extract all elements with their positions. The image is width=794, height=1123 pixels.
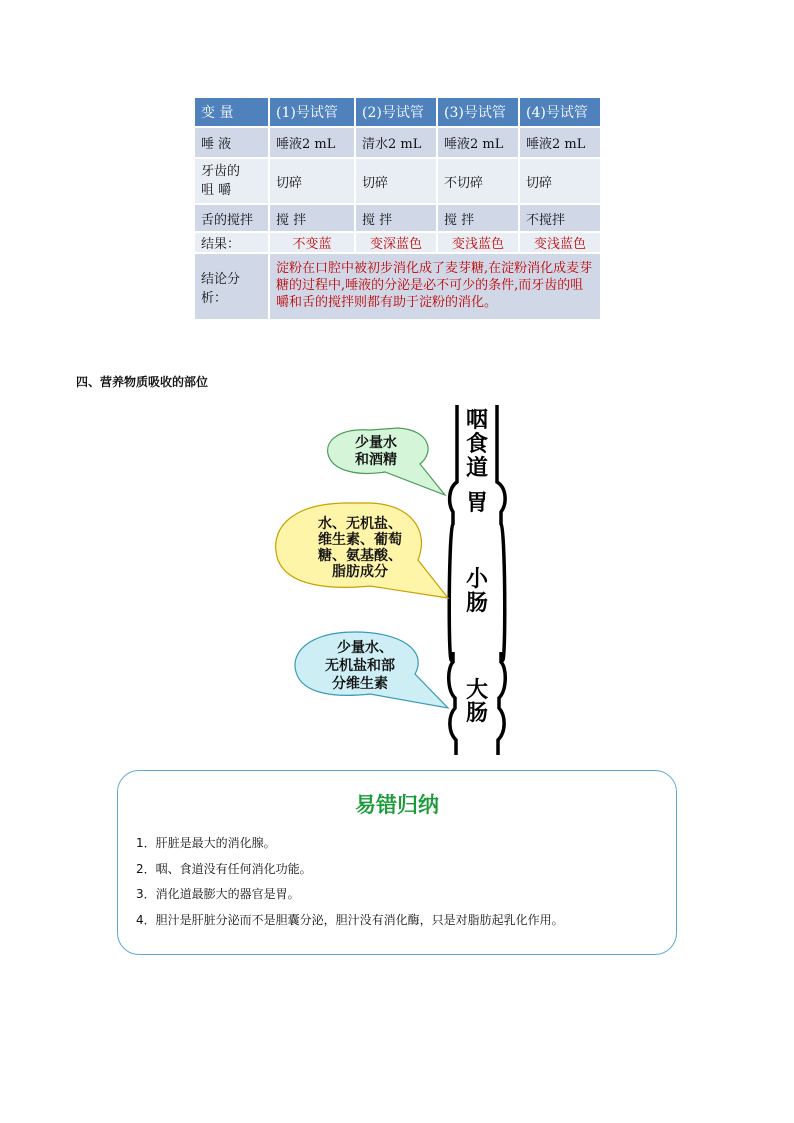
bubble-large-intestine <box>295 632 448 708</box>
result-row <box>194 232 601 253</box>
header-cell: (2)号试管 <box>355 97 437 127</box>
organ-label: 道 <box>465 456 489 481</box>
table-cell: 搅 拌 <box>437 204 519 232</box>
header-cell: (1)号试管 <box>269 97 355 127</box>
header-cell: (4)号试管 <box>519 97 601 127</box>
bubble-3-line: 少量水、 <box>337 640 393 656</box>
table-cell: 搅 拌 <box>355 204 437 232</box>
table-cell: 搅 拌 <box>269 204 355 232</box>
experiment-table <box>193 96 602 321</box>
result-cell: 变深蓝色 <box>355 232 437 253</box>
result-cell: 变浅蓝色 <box>437 232 519 253</box>
table-cell: 切碎 <box>269 158 355 204</box>
result-cell: 变浅蓝色 <box>519 232 601 253</box>
table-row <box>194 127 601 158</box>
list-item: 2．咽、食道没有任何消化功能。 <box>136 861 312 876</box>
organ-label: 胃 <box>465 491 489 516</box>
table-cell: 唾液2 mL <box>269 127 355 158</box>
organ-label: 肠 <box>465 591 489 616</box>
organ-label: 咽 <box>465 408 489 433</box>
bubble-water-alcohol <box>328 428 445 495</box>
digestive-tract-svg <box>270 400 530 760</box>
result-label: 结果： <box>194 232 269 253</box>
table-cell: 不切碎 <box>437 158 519 204</box>
summary-title: 易错归纳 <box>355 793 439 817</box>
error-summary-box <box>117 770 677 955</box>
table-cell: 切碎 <box>355 158 437 204</box>
header-cell: 变 量 <box>194 97 269 127</box>
table-cell: 唾 液 <box>194 127 269 158</box>
table-row <box>194 158 601 204</box>
list-item: 4．胆汁是肝脏分泌而不是胆囊分泌，胆汁没有消化酶，只是对脂肪起乳化作用。 <box>136 912 564 927</box>
bubble-2-line: 水、无机盐、 <box>318 516 402 532</box>
list-item: 1．肝脏是最大的消化腺。 <box>136 836 276 850</box>
organ-label: 肠 <box>465 701 489 726</box>
table-cell: 唾液2 mL <box>437 127 519 158</box>
bubble-1-line: 和酒精 <box>355 452 397 468</box>
table-cell: 唾液2 mL <box>519 127 601 158</box>
bubble-nutrients <box>276 503 448 598</box>
section-title: 四、营养物质吸收的部位 <box>76 375 209 389</box>
conclusion-label: 结论分析： <box>194 253 269 320</box>
table-header-row <box>194 97 601 127</box>
table-cell: 牙齿的 咀 嚼 <box>194 158 269 204</box>
table-cell: 切碎 <box>519 158 601 204</box>
organ-label: 大 <box>465 678 489 703</box>
absorption-diagram <box>270 400 530 760</box>
bubble-3-line: 分维生素 <box>332 676 388 692</box>
bubble-2-line: 脂肪成分 <box>332 564 388 580</box>
organ-label: 食 <box>465 432 489 457</box>
table-cell: 清水2 mL <box>355 127 437 158</box>
bubble-1-line: 少量水 <box>355 435 397 451</box>
bubble-2-line: 糖、氨基酸、 <box>318 548 402 564</box>
table-cell: 舌的搅拌 <box>194 204 269 232</box>
organ-label: 小 <box>465 567 489 592</box>
result-cell: 不变蓝 <box>269 232 355 253</box>
conclusion-row <box>194 253 601 320</box>
header-cell: (3)号试管 <box>437 97 519 127</box>
summary-list <box>136 831 564 933</box>
table-row <box>194 204 601 232</box>
bubble-2-line: 维生素、葡萄 <box>318 532 402 548</box>
list-item: 3．消化道最膨大的器官是胃。 <box>136 887 300 901</box>
table-cell: 不搅拌 <box>519 204 601 232</box>
conclusion-text: 淀粉在口腔中被初步消化成了麦芽糖,在淀粉消化成麦芽糖的过程中,唾液的分泌是必不可少的条件,而牙齿的咀嚼和舌的搅拌则都有助于淀粉的消化。 <box>269 253 601 320</box>
bubble-3-line: 无机盐和部 <box>325 658 395 674</box>
